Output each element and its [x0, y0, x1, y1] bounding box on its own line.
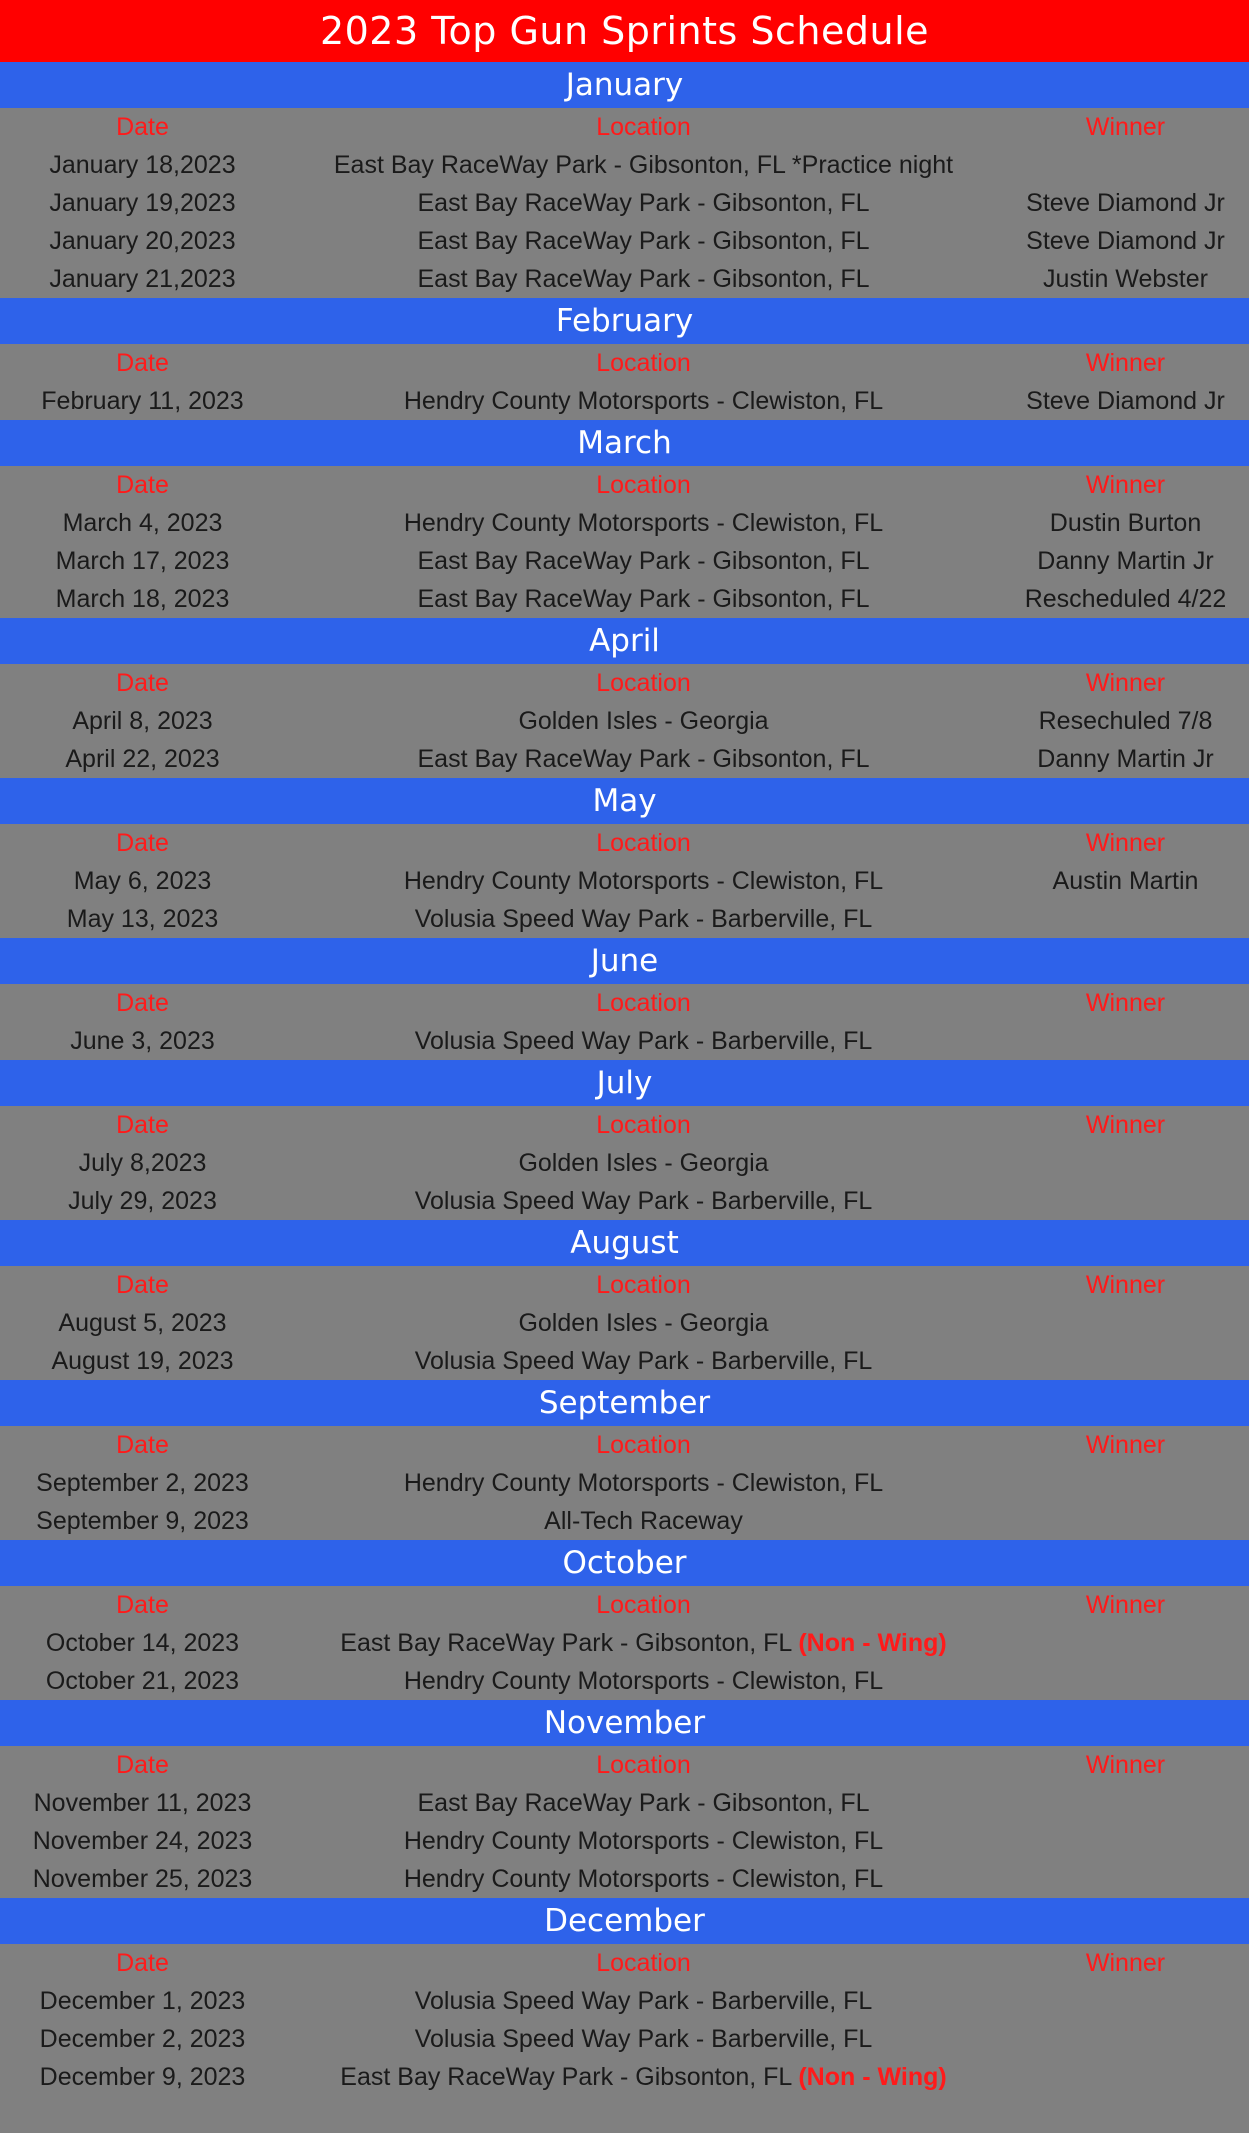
location-column-header: Location	[596, 1949, 691, 1977]
date-column-header: Date	[116, 1591, 169, 1619]
event-winner	[1002, 900, 1249, 938]
event-winner	[1002, 1464, 1249, 1502]
event-date: July 29, 2023	[68, 1187, 217, 1215]
event-location-cell	[285, 1022, 1002, 1060]
event-row	[0, 1860, 1249, 1898]
column-header-row	[0, 1746, 1249, 1784]
event-location-cell	[285, 702, 1002, 740]
event-row	[0, 1304, 1249, 1342]
location-column-header: Location	[596, 829, 691, 857]
event-row	[0, 580, 1249, 618]
event-winner: Steve Diamond Jr	[1026, 387, 1225, 415]
month-heading: October	[0, 1540, 1249, 1586]
event-location: Volusia Speed Way Park - Barberville, FL	[414, 1027, 873, 1055]
event-winner	[1002, 146, 1249, 184]
location-column-header: Location	[596, 1751, 691, 1779]
event-date: November 24, 2023	[32, 1827, 253, 1855]
month-section-october	[0, 1540, 1249, 1700]
event-winner	[1002, 1822, 1249, 1860]
event-location: Hendry County Motorsports - Clewiston, FL	[403, 867, 884, 895]
event-date: May 6, 2023	[73, 867, 212, 895]
event-location: East Bay RaceWay Park - Gibsonton, FL	[417, 585, 870, 613]
event-date: January 20,2023	[49, 227, 236, 255]
column-header-row	[0, 984, 1249, 1022]
month-section-april	[0, 618, 1249, 778]
event-row	[0, 862, 1249, 900]
event-location: East Bay RaceWay Park - Gibsonton, FL	[417, 745, 870, 773]
event-location-cell	[285, 146, 1002, 184]
event-winner: Steve Diamond Jr	[1026, 189, 1225, 217]
event-winner	[1002, 1182, 1249, 1220]
event-location-cell	[285, 1502, 1002, 1540]
event-location-cell	[285, 1304, 1002, 1342]
column-header-row	[0, 1426, 1249, 1464]
event-row	[0, 260, 1249, 298]
location-column-header: Location	[596, 989, 691, 1017]
event-location: East Bay RaceWay Park - Gibsonton, FL	[417, 265, 870, 293]
event-date: January 18,2023	[49, 151, 236, 179]
event-location-cell	[285, 1464, 1002, 1502]
date-column-header: Date	[116, 1431, 169, 1459]
winner-column-header: Winner	[1085, 669, 1166, 697]
column-header-row	[0, 824, 1249, 862]
event-row	[0, 1464, 1249, 1502]
event-date: April 22, 2023	[65, 745, 220, 773]
event-date: December 1, 2023	[39, 1987, 246, 2015]
event-location: Golden Isles - Georgia	[518, 707, 769, 735]
month-heading: July	[0, 1060, 1249, 1106]
event-location-cell	[285, 580, 1002, 618]
date-column-header: Date	[116, 113, 169, 141]
column-header-row	[0, 664, 1249, 702]
event-winner: Rescheduled 4/22	[1024, 585, 1227, 613]
event-location-cell	[285, 1624, 1002, 1662]
event-row	[0, 1022, 1249, 1060]
event-row	[0, 222, 1249, 260]
event-location-cell	[285, 1342, 1002, 1380]
event-location: Golden Isles - Georgia	[518, 1149, 769, 1177]
event-location: Hendry County Motorsports - Clewiston, FL	[403, 1667, 884, 1695]
event-location: Hendry County Motorsports - Clewiston, FL	[403, 1827, 884, 1855]
event-date: March 4, 2023	[62, 509, 223, 537]
event-winner: Steve Diamond Jr	[1026, 227, 1225, 255]
month-section-july	[0, 1060, 1249, 1220]
date-column-header: Date	[116, 349, 169, 377]
location-column-header: Location	[596, 349, 691, 377]
event-date: June 3, 2023	[70, 1027, 215, 1055]
event-location: Volusia Speed Way Park - Barberville, FL	[414, 905, 873, 933]
event-location-cell	[285, 222, 1002, 260]
month-section-june	[0, 938, 1249, 1060]
month-section-august	[0, 1220, 1249, 1380]
event-date: August 19, 2023	[51, 1347, 234, 1375]
event-winner	[1002, 1144, 1249, 1182]
month-sections	[0, 62, 1249, 2096]
event-date: October 14, 2023	[45, 1629, 240, 1657]
month-heading: June	[0, 938, 1249, 984]
event-location-cell	[285, 1144, 1002, 1182]
event-location: Hendry County Motorsports - Clewiston, FL	[403, 387, 884, 415]
event-location: East Bay RaceWay Park - Gibsonton, FL	[340, 2063, 792, 2091]
event-location: Hendry County Motorsports - Clewiston, FL	[403, 509, 884, 537]
event-location: All-Tech Raceway	[544, 1507, 743, 1535]
month-section-december	[0, 1898, 1249, 2096]
event-winner: Danny Martin Jr	[1037, 745, 1214, 773]
event-winner: Justin Webster	[1043, 265, 1208, 293]
winner-column-header: Winner	[1085, 1751, 1166, 1779]
event-date: July 8,2023	[78, 1149, 207, 1177]
event-date: September 9, 2023	[36, 1507, 249, 1535]
event-note: (Non - Wing)	[798, 1629, 947, 1657]
event-row	[0, 184, 1249, 222]
event-row	[0, 504, 1249, 542]
winner-column-header: Winner	[1085, 1111, 1166, 1139]
event-date: February 11, 2023	[41, 387, 244, 415]
event-location-cell	[285, 2058, 1002, 2096]
winner-column-header: Winner	[1085, 989, 1166, 1017]
location-column-header: Location	[596, 113, 691, 141]
date-column-header: Date	[116, 471, 169, 499]
winner-column-header: Winner	[1085, 471, 1166, 499]
date-column-header: Date	[116, 1271, 169, 1299]
event-winner	[1002, 1342, 1249, 1380]
event-location: Volusia Speed Way Park - Barberville, FL	[414, 1987, 873, 2015]
event-date: December 2, 2023	[39, 2025, 246, 2053]
date-column-header: Date	[116, 1949, 169, 1977]
event-row	[0, 1144, 1249, 1182]
event-location-cell	[285, 2020, 1002, 2058]
winner-column-header: Winner	[1085, 829, 1166, 857]
event-winner	[1002, 1662, 1249, 1700]
event-date: October 21, 2023	[45, 1667, 240, 1695]
event-row	[0, 2020, 1249, 2058]
event-location: Hendry County Motorsports - Clewiston, FL	[403, 1469, 884, 1497]
event-winner	[1002, 1502, 1249, 1540]
event-date: November 25, 2023	[32, 1865, 253, 1893]
location-column-header: Location	[596, 1431, 691, 1459]
event-row	[0, 900, 1249, 938]
month-heading: March	[0, 420, 1249, 466]
event-date: December 9, 2023	[39, 2063, 246, 2091]
event-winner	[1002, 1982, 1249, 2020]
event-date: September 2, 2023	[36, 1469, 249, 1497]
location-column-header: Location	[596, 1591, 691, 1619]
event-winner	[1002, 1784, 1249, 1822]
column-header-row	[0, 1586, 1249, 1624]
winner-column-header: Winner	[1085, 113, 1166, 141]
event-date: January 21,2023	[49, 265, 236, 293]
event-winner: Austin Martin	[1052, 867, 1199, 895]
date-column-header: Date	[116, 669, 169, 697]
event-date: March 17, 2023	[55, 547, 230, 575]
month-heading: January	[0, 62, 1249, 108]
event-location: Volusia Speed Way Park - Barberville, FL	[414, 1347, 873, 1375]
event-winner: Dustin Burton	[1049, 509, 1202, 537]
location-column-header: Location	[596, 1271, 691, 1299]
month-heading: May	[0, 778, 1249, 824]
month-heading: September	[0, 1380, 1249, 1426]
location-column-header: Location	[596, 669, 691, 697]
column-header-row	[0, 1106, 1249, 1144]
event-location-cell	[285, 382, 1002, 420]
winner-column-header: Winner	[1085, 1591, 1166, 1619]
event-date: January 19,2023	[49, 189, 236, 217]
event-row	[0, 1662, 1249, 1700]
event-location: East Bay RaceWay Park - Gibsonton, FL	[417, 227, 870, 255]
event-location-cell	[285, 740, 1002, 778]
event-date: August 5, 2023	[58, 1309, 227, 1337]
month-section-september	[0, 1380, 1249, 1540]
event-row	[0, 1822, 1249, 1860]
event-location: East Bay RaceWay Park - Gibsonton, FL *Practice night	[333, 151, 954, 179]
column-header-row	[0, 466, 1249, 504]
event-row	[0, 702, 1249, 740]
event-date: March 18, 2023	[55, 585, 230, 613]
event-location-cell	[285, 1784, 1002, 1822]
event-row	[0, 382, 1249, 420]
event-location-cell	[285, 504, 1002, 542]
schedule-title: 2023 Top Gun Sprints Schedule	[0, 0, 1249, 62]
month-section-march	[0, 420, 1249, 618]
event-row	[0, 1502, 1249, 1540]
event-location-cell	[285, 1860, 1002, 1898]
month-heading: December	[0, 1898, 1249, 1944]
event-row	[0, 1624, 1249, 1662]
event-winner	[1002, 1022, 1249, 1060]
location-column-header: Location	[596, 471, 691, 499]
event-row	[0, 740, 1249, 778]
event-location-cell	[285, 1662, 1002, 1700]
column-header-row	[0, 1266, 1249, 1304]
event-row	[0, 542, 1249, 580]
event-row	[0, 1982, 1249, 2020]
date-column-header: Date	[116, 1751, 169, 1779]
event-date: November 11, 2023	[33, 1789, 252, 1817]
event-winner: Danny Martin Jr	[1037, 547, 1214, 575]
event-location-cell	[285, 1982, 1002, 2020]
event-location: East Bay RaceWay Park - Gibsonton, FL	[417, 189, 870, 217]
event-winner	[1002, 1860, 1249, 1898]
event-winner	[1002, 1304, 1249, 1342]
event-winner: Resechuled 7/8	[1038, 707, 1213, 735]
column-header-row	[0, 1944, 1249, 1982]
column-header-row	[0, 344, 1249, 382]
event-date: May 13, 2023	[66, 905, 219, 933]
event-row	[0, 146, 1249, 184]
winner-column-header: Winner	[1085, 349, 1166, 377]
event-winner	[1002, 1624, 1249, 1662]
event-location-cell	[285, 260, 1002, 298]
event-note: (Non - Wing)	[798, 2063, 947, 2091]
event-location-cell	[285, 862, 1002, 900]
month-section-november	[0, 1700, 1249, 1898]
event-location-cell	[285, 900, 1002, 938]
event-location: East Bay RaceWay Park - Gibsonton, FL	[417, 1789, 870, 1817]
winner-column-header: Winner	[1085, 1431, 1166, 1459]
location-column-header: Location	[596, 1111, 691, 1139]
event-location-cell	[285, 1822, 1002, 1860]
date-column-header: Date	[116, 989, 169, 1017]
event-location: Volusia Speed Way Park - Barberville, FL	[414, 1187, 873, 1215]
event-location-cell	[285, 1182, 1002, 1220]
event-row	[0, 1182, 1249, 1220]
month-heading: November	[0, 1700, 1249, 1746]
month-heading: February	[0, 298, 1249, 344]
event-location-cell	[285, 184, 1002, 222]
event-location: Volusia Speed Way Park - Barberville, FL	[414, 2025, 873, 2053]
event-winner	[1002, 2020, 1249, 2058]
event-winner	[1002, 2058, 1249, 2096]
date-column-header: Date	[116, 1111, 169, 1139]
event-location: Golden Isles - Georgia	[518, 1309, 769, 1337]
winner-column-header: Winner	[1085, 1271, 1166, 1299]
month-heading: April	[0, 618, 1249, 664]
winner-column-header: Winner	[1085, 1949, 1166, 1977]
event-location: East Bay RaceWay Park - Gibsonton, FL	[417, 547, 870, 575]
event-date: April 8, 2023	[72, 707, 213, 735]
event-row	[0, 1342, 1249, 1380]
event-location-cell	[285, 542, 1002, 580]
month-heading: August	[0, 1220, 1249, 1266]
month-section-may	[0, 778, 1249, 938]
month-section-january	[0, 62, 1249, 298]
event-location: Hendry County Motorsports - Clewiston, FL	[403, 1865, 884, 1893]
event-row	[0, 1784, 1249, 1822]
date-column-header: Date	[116, 829, 169, 857]
month-section-february	[0, 298, 1249, 420]
event-location: East Bay RaceWay Park - Gibsonton, FL	[340, 1629, 792, 1657]
event-row	[0, 2058, 1249, 2096]
column-header-row	[0, 108, 1249, 146]
